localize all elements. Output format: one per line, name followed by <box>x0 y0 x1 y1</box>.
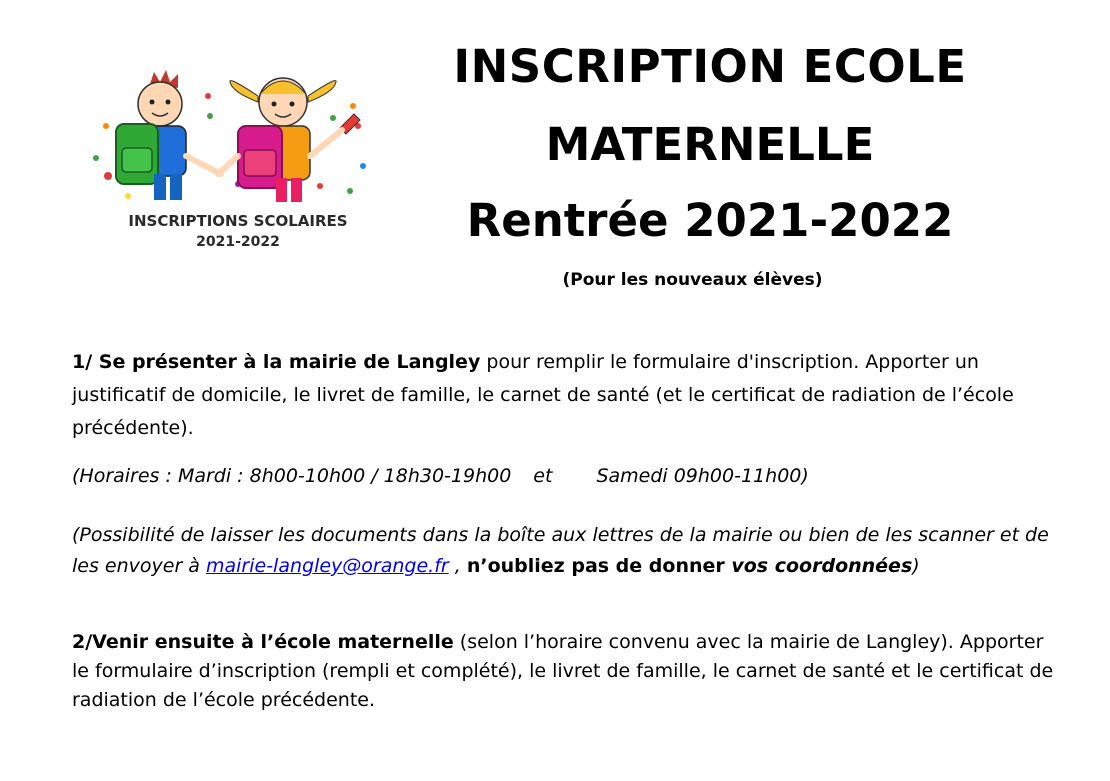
hours-saturday: Samedi 09h00-11h00) <box>596 465 809 487</box>
subtitle: (Pour les nouveaux élèves) <box>562 270 823 290</box>
step-1-heading: 1/ Se présenter à la mairie de Langley <box>72 351 481 373</box>
step-2-paragraph <box>72 628 1062 715</box>
hours-connector: et <box>533 465 553 487</box>
opening-hours <box>72 460 1052 493</box>
note-reminder: n’oubliez pas de donner <box>466 555 725 577</box>
boy-figure <box>116 70 221 200</box>
girl-figure <box>218 78 360 202</box>
email-link[interactable]: mairie-langley@orange.fr <box>205 555 449 577</box>
title-line-1: INSCRIPTION ECOLE <box>453 40 967 93</box>
school-kids-logo <box>88 66 378 256</box>
hours-tuesday: (Horaires : Mardi : 8h00-10h00 / 18h30-19h00 <box>72 465 512 487</box>
step-2-text: (selon l’horaire convenu avec la mairie de Langley). Apporter le formulaire d’inscription (rempli et complété), le livret de famille, le carnet de santé et le certificat de radiation de l’école précédente. <box>72 631 1054 711</box>
logo-year: 2021-2022 <box>196 234 280 250</box>
note-contact: vos coordonnées <box>724 555 913 577</box>
step-2-heading: 2/Venir ensuite à l’école maternelle <box>72 631 454 653</box>
school-kids-illustration-icon <box>88 66 378 211</box>
step-1-text: pour remplir le formulaire d'inscription. Apporter un justificatif de domicile, le livret de famille, le carnet de santé (et le certificat de radiation de l’école précédente). <box>72 351 1014 439</box>
step-1-paragraph <box>72 346 1052 445</box>
logo-caption: INSCRIPTIONS SCOLAIRES <box>128 212 348 230</box>
documents-note <box>72 520 1072 582</box>
note-close: ) <box>912 555 920 577</box>
title-line-2: MATERNELLE <box>545 118 875 171</box>
note-separator: , <box>448 555 467 577</box>
note-text: (Possibilité de laisser les documents dans la boîte aux lettres de la mairie ou bien de les scanner et de les envoyer à <box>72 524 1049 577</box>
title-line-3: Rentrée 2021-2022 <box>466 194 954 247</box>
